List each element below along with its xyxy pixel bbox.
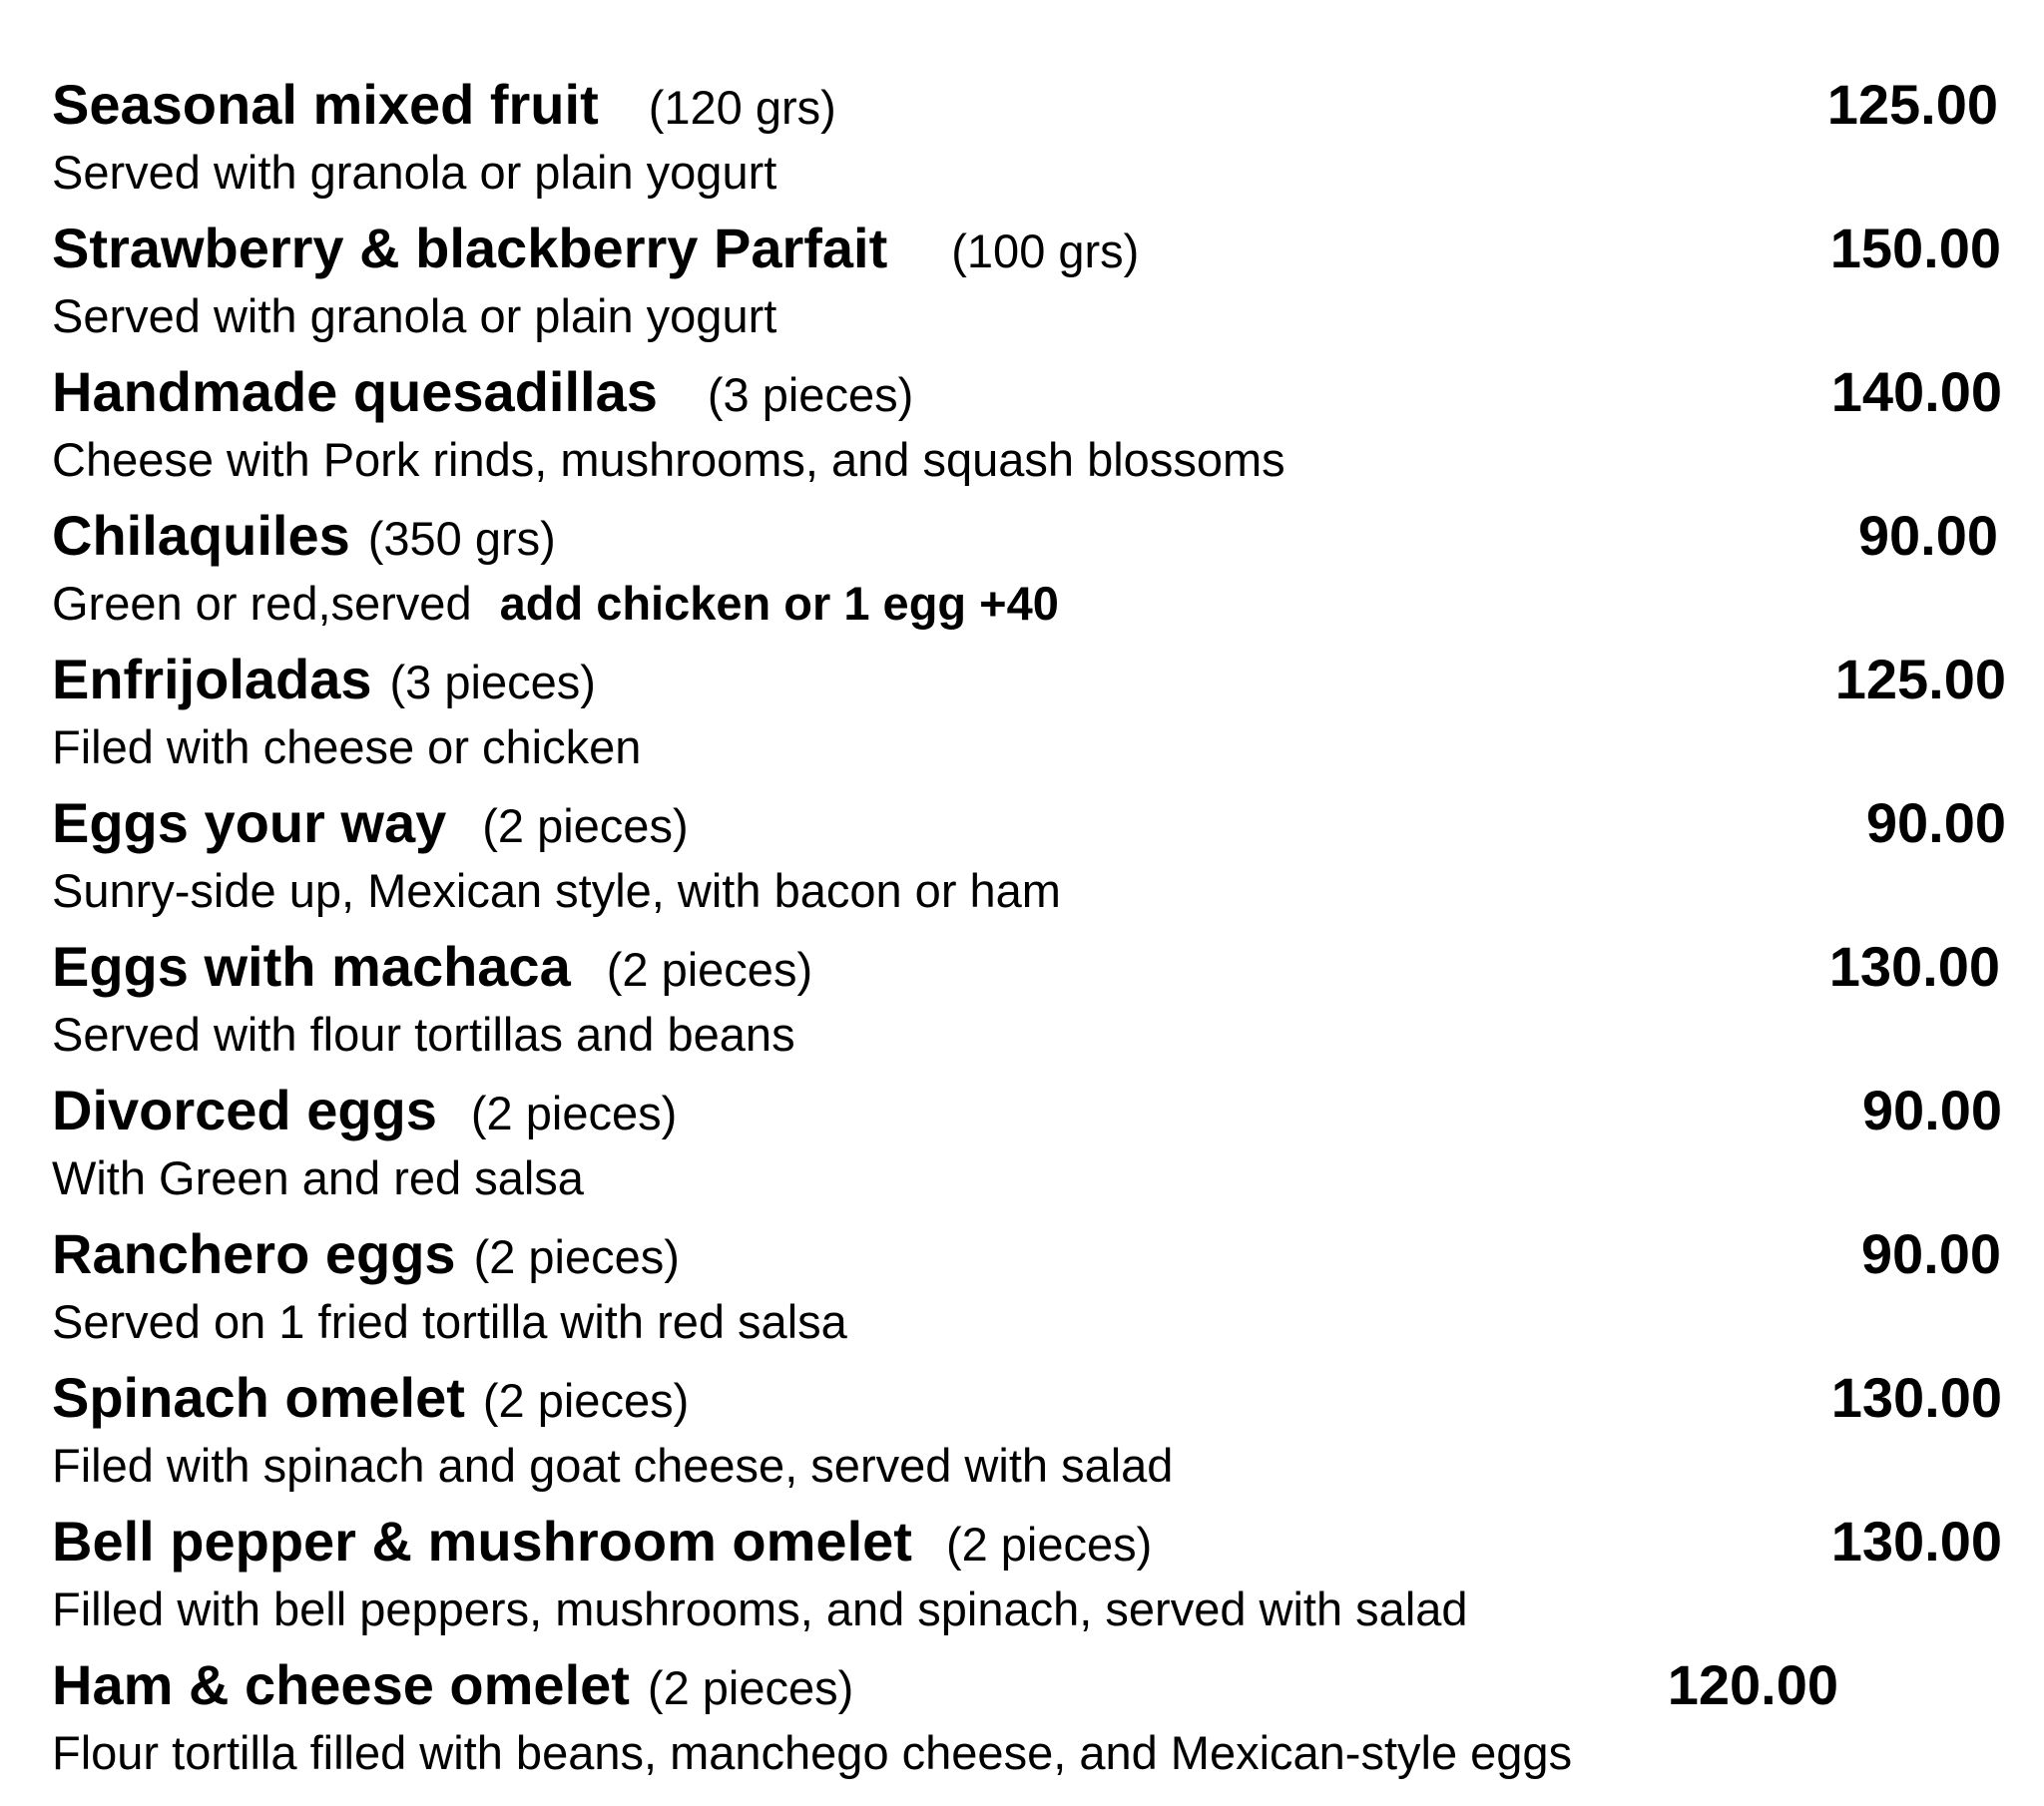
item-name: Strawberry & blackberry Parfait bbox=[52, 217, 888, 279]
item-description-addon: add chicken or 1 egg +40 bbox=[499, 577, 1059, 630]
item-description: Cheese with Pork rinds, mushrooms, and squash blossoms bbox=[52, 433, 1285, 486]
menu-item bbox=[52, 1650, 2008, 1794]
item-title-line bbox=[52, 1507, 1152, 1577]
item-portion: (350 grs) bbox=[367, 512, 556, 565]
item-description: Filed with cheese or chicken bbox=[52, 720, 642, 773]
item-name: Divorced eggs bbox=[52, 1079, 437, 1141]
menu-item bbox=[52, 645, 2008, 788]
item-portion: (2 pieces) bbox=[482, 1374, 690, 1427]
item-description: Sunry-side up, Mexican style, with bacon or ham bbox=[52, 864, 1061, 917]
item-description bbox=[52, 573, 1059, 635]
item-title-line bbox=[52, 932, 812, 1002]
item-title-line bbox=[52, 501, 556, 571]
menu-item bbox=[52, 932, 2008, 1076]
item-name: Bell pepper & mushroom omelet bbox=[52, 1510, 912, 1573]
menu-item bbox=[52, 1076, 2008, 1219]
menu-item bbox=[52, 1219, 2008, 1363]
item-title-line bbox=[52, 1650, 853, 1720]
item-portion: (2 pieces) bbox=[482, 799, 689, 852]
item-title-line bbox=[52, 1363, 689, 1433]
item-name: Enfrijoladas bbox=[52, 648, 372, 710]
menu-item bbox=[52, 501, 2008, 645]
item-portion: (2 pieces) bbox=[470, 1087, 678, 1139]
item-title-line bbox=[52, 788, 689, 858]
item-description: Filed with spinach and goat cheese, served with salad bbox=[52, 1439, 1174, 1492]
item-description-text: Green or red,served bbox=[52, 577, 472, 630]
item-description: Filled with bell peppers, mushrooms, and spinach, served with salad bbox=[52, 1582, 1468, 1635]
item-price: 130.00 bbox=[1830, 1510, 2002, 1573]
item-price: 130.00 bbox=[1830, 1366, 2002, 1429]
menu-item bbox=[52, 1363, 2008, 1507]
item-title-line bbox=[52, 214, 1139, 283]
item-description: Flour tortilla filled with beans, manchego cheese, and Mexican-style eggs bbox=[52, 1726, 1573, 1779]
item-name: Eggs your way bbox=[52, 791, 447, 854]
item-portion: (120 grs) bbox=[648, 81, 836, 134]
item-price: 90.00 bbox=[1865, 791, 2006, 854]
item-name: Ranchero eggs bbox=[52, 1222, 456, 1285]
menu-item bbox=[52, 70, 2008, 214]
item-description: Served with flour tortillas and beans bbox=[52, 1008, 795, 1061]
item-portion: (2 pieces) bbox=[473, 1230, 680, 1283]
item-name: Spinach omelet bbox=[52, 1366, 465, 1429]
item-description: With Green and red salsa bbox=[52, 1151, 584, 1204]
item-name: Seasonal mixed fruit bbox=[52, 73, 599, 136]
item-description: Served on 1 fried tortilla with red salsa bbox=[52, 1295, 847, 1348]
item-price: 125.00 bbox=[1834, 648, 2006, 710]
item-price: 90.00 bbox=[1860, 1222, 2001, 1285]
item-portion: (2 pieces) bbox=[945, 1518, 1153, 1571]
item-name: Handmade quesadillas bbox=[52, 360, 658, 423]
item-price: 130.00 bbox=[1828, 935, 2000, 998]
item-portion: (2 pieces) bbox=[647, 1661, 854, 1714]
item-name: Chilaquiles bbox=[52, 504, 350, 567]
menu-item bbox=[52, 214, 2008, 357]
item-price: 150.00 bbox=[1829, 217, 2001, 279]
item-price: 90.00 bbox=[1857, 504, 1998, 567]
item-name: Eggs with machaca bbox=[52, 935, 571, 998]
item-price: 120.00 bbox=[1667, 1653, 1838, 1716]
item-title-line bbox=[52, 1076, 677, 1145]
item-name: Ham & cheese omelet bbox=[52, 1653, 630, 1716]
item-portion: (2 pieces) bbox=[606, 943, 813, 996]
item-description: Served with granola or plain yogurt bbox=[52, 289, 777, 342]
menu-item bbox=[52, 357, 2008, 501]
item-title-line bbox=[52, 645, 596, 714]
item-portion: (3 pieces) bbox=[707, 368, 914, 421]
item-price: 125.00 bbox=[1826, 73, 1998, 136]
item-title-line bbox=[52, 70, 836, 140]
item-title-line bbox=[52, 357, 913, 427]
item-portion: (100 grs) bbox=[951, 225, 1140, 277]
menu-item bbox=[52, 788, 2008, 932]
item-title-line bbox=[52, 1219, 680, 1289]
item-description: Served with granola or plain yogurt bbox=[52, 146, 777, 199]
item-price: 140.00 bbox=[1830, 360, 2002, 423]
item-portion: (3 pieces) bbox=[389, 656, 596, 708]
menu-item bbox=[52, 1507, 2008, 1650]
item-price: 90.00 bbox=[1861, 1079, 2002, 1141]
